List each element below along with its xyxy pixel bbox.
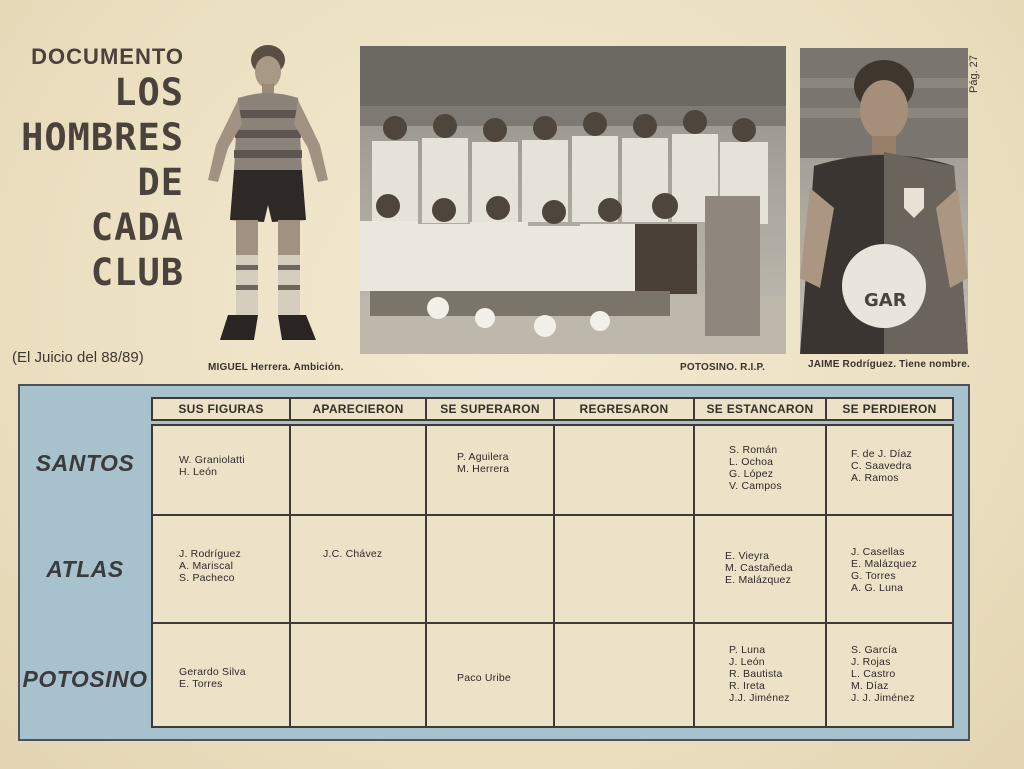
table-cell (693, 622, 827, 728)
column-header: APARECIERON (289, 397, 427, 421)
table-cell (825, 622, 954, 728)
table-cell (425, 424, 555, 516)
player-name: M. Díaz (851, 680, 889, 692)
player-name: E. Torres (179, 678, 223, 690)
column-header: REGRESARON (553, 397, 695, 421)
team-photo-potosino (360, 46, 786, 354)
team-label-potosino: POTOSINO (22, 666, 148, 692)
player-name: J. Rodríguez (179, 548, 241, 560)
headline-line: CADA (90, 206, 184, 249)
player-name: Paco Uribe (457, 672, 511, 684)
headline-line: HOMBRES (21, 116, 184, 159)
photo-caption-rodriguez: JAIME Rodríguez. Tiene nombre. (808, 359, 970, 370)
page-number: Pág. 27 (968, 55, 980, 93)
table-cell (151, 514, 291, 624)
photo-caption-potosino: POTOSINO. R.I.P. (680, 362, 766, 373)
section-kicker: DOCUMENTO (31, 44, 184, 69)
table-cell (825, 514, 954, 624)
player-name: J. Casellas (851, 546, 905, 558)
table-cell (553, 514, 695, 624)
table-cell (289, 514, 427, 624)
table-cell (289, 424, 427, 516)
player-name: M. Herrera (457, 463, 510, 475)
team-labels (20, 386, 152, 739)
player-name: H. León (179, 466, 218, 478)
headline-line: DE (137, 161, 184, 204)
player-name: P. Luna (729, 644, 766, 656)
table-cell (553, 424, 695, 516)
evaluation-grid (151, 397, 954, 728)
player-name: J. León (729, 656, 765, 668)
player-name: S. Román (729, 444, 778, 456)
player-name: M. Castañeda (725, 562, 793, 574)
player-name: G. López (729, 468, 774, 480)
player-name: Gerardo Silva (179, 666, 246, 678)
photo-caption-herrera: MIGUEL Herrera. Ambición. (208, 362, 344, 373)
table-cell (425, 514, 555, 624)
player-name: G. Torres (851, 570, 896, 582)
player-name: E. Malázquez (725, 574, 792, 586)
subtitle: (El Juicio del 88/89) (12, 349, 144, 366)
player-name: L. Ochoa (729, 456, 774, 468)
player-photo-herrera (198, 40, 338, 350)
team-label-atlas: ATLAS (46, 556, 124, 582)
player-name: E. Vieyra (725, 550, 770, 562)
player-name: P. Aguilera (457, 451, 509, 463)
player-name: W. Graniolatti (179, 454, 245, 466)
player-name: C. Saavedra (851, 460, 912, 472)
ball-brand-text: GAR (864, 290, 907, 311)
player-name: J. J. Jiménez (851, 692, 915, 704)
player-photo-rodriguez (800, 48, 968, 354)
player-name: R. Bautista (729, 668, 783, 680)
player-name: J.J. Jiménez (729, 692, 790, 704)
table-cell (553, 622, 695, 728)
player-name: F. de J. Díaz (851, 448, 912, 460)
player-name: J.C. Chávez (323, 548, 383, 560)
column-header: SE SUPERARON (425, 397, 555, 421)
player-name: E. Malázquez (851, 558, 918, 570)
table-cell (825, 424, 954, 516)
table-cell (693, 424, 827, 516)
column-header: SE PERDIERON (825, 397, 954, 421)
table-cell (289, 622, 427, 728)
team-label-santos: SANTOS (35, 450, 135, 476)
player-name: R. Ireta (729, 680, 766, 692)
headline (12, 70, 184, 295)
column-header: SE ESTANCARON (693, 397, 827, 421)
headline-line: CLUB (90, 251, 184, 294)
table-cell (693, 514, 827, 624)
table-cell (425, 622, 555, 728)
player-name: A. Mariscal (179, 560, 234, 572)
player-name: J. Rojas (851, 656, 891, 668)
table-cell (151, 424, 291, 516)
player-name: L. Castro (851, 668, 896, 680)
player-name: V. Campos (729, 480, 782, 492)
column-header: SUS FIGURAS (151, 397, 291, 421)
title-block (12, 44, 184, 295)
headline-line: LOS (114, 71, 184, 114)
player-name: A. Ramos (851, 472, 899, 484)
table-cell (151, 622, 291, 728)
player-name: A. G. Luna (851, 582, 904, 594)
player-name: S. García (851, 644, 898, 656)
player-name: S. Pacheco (179, 572, 235, 584)
